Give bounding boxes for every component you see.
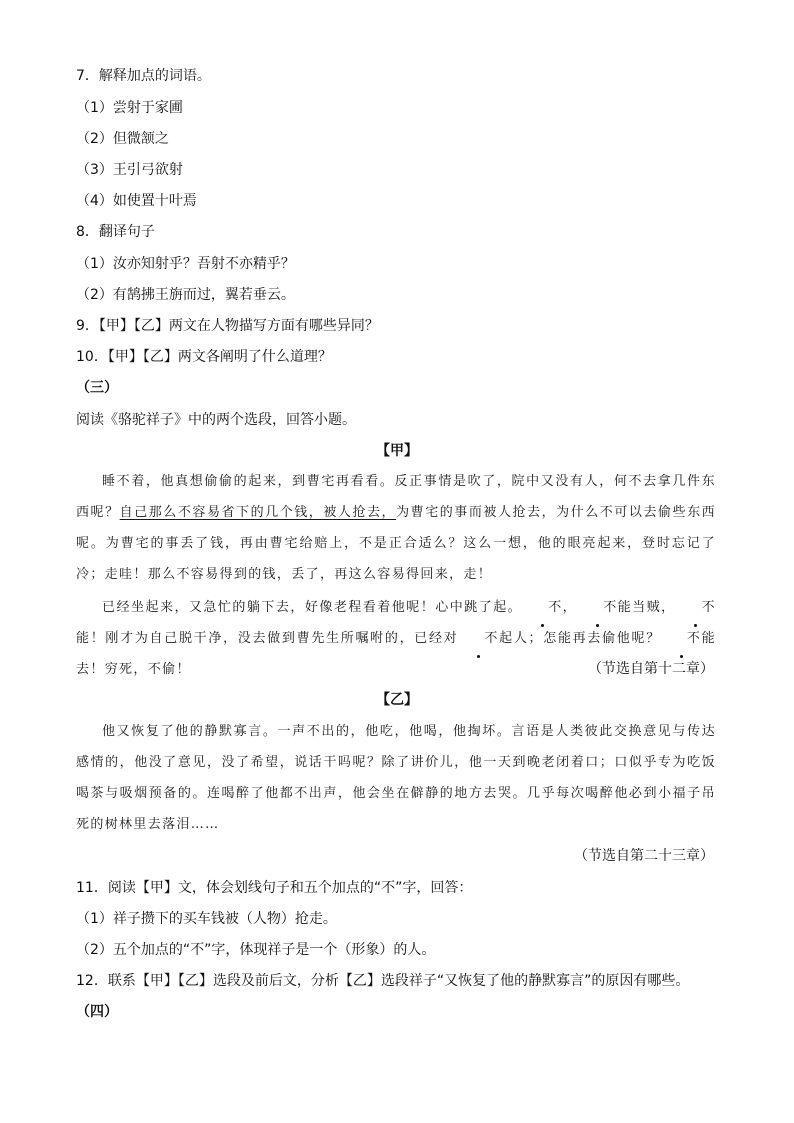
dotted-character-bu-1: 不 — [522, 592, 562, 623]
passage-jia-text-1: 睡不着，他真想偷偷的起来，到曹宅再看看。反正事情是吹了，院中又没有人，何不去拿几件东西呢？ — [76, 474, 716, 520]
passage-jia-text-3: 已经坐起来，又急忙的躺下去，好像老程看着他呢！心中跳了起。 — [102, 600, 523, 615]
underlined-sentence: 自己那么不容易省下的几个钱，被人抢去， — [119, 505, 397, 520]
passage-jia-text-2: 为曹宅的事而被人抢去，为什么不可以去偷些东西呢。为曹宅的事丢了钱，再由曹宅给赔上，不是正合适么？这么一想，他的眼亮起来，登时忘记了冷；走哇！那么不容易得到的钱，丢了，再这么容易得回来，走！ — [76, 505, 716, 582]
dotted-character-bu-4: 不 — [458, 623, 498, 654]
question-7-item-2: （2）但微颔之 — [76, 131, 169, 147]
question-11-item-2: （2）五个加点的“不”字，体现祥子是一个（形象）的人。 — [76, 942, 436, 958]
section-3-instruction: 阅读《骆驼祥子》中的两个选段，回答小题。 — [76, 412, 356, 428]
question-7-item-4: （4）如使置十叶焉 — [76, 193, 197, 209]
dotted-character-bu-2: 不 — [577, 592, 617, 623]
question-8-item-2: （2）有鹄拂王旃而过，翼若垂云。 — [76, 287, 295, 303]
passage-jia-text-8: 能去！穷死，不偷！ — [76, 631, 716, 677]
question-7-item-1: （1）尝射于家圃 — [76, 100, 183, 116]
question-7-title: 7．解释加点的词语。 — [76, 68, 211, 84]
section-4-heading: （四） — [76, 1004, 118, 1020]
question-8-title: 8．翻译句子 — [76, 224, 155, 240]
question-12: 12．联系【甲】【乙】选段及前后文，分析【乙】选段祥子“又恢复了他的静默寡言”的原因有哪些。 — [76, 973, 690, 989]
passage-jia-text-6: 能！刚才为自己脱干净，没去做到曹先生所嘱咐的，已经对 — [76, 631, 459, 646]
passage-yi-label: 【乙】 — [376, 692, 418, 708]
dotted-character-bu-5: 不 — [661, 623, 701, 654]
question-11-item-1: （1）祥子攒下的买车钱被（人物）抢走。 — [76, 911, 337, 927]
passage-jia-label: 【甲】 — [376, 443, 418, 459]
question-7-item-3: （3）王引弓欲射 — [76, 162, 183, 178]
question-10: 10．【甲】【乙】两文各阐明了什么道理？ — [76, 349, 332, 365]
section-3-heading: （三） — [76, 380, 118, 396]
passage-jia-text-5: 能当贼， — [617, 600, 676, 615]
passage-jia-source: （节选自第十二章） — [588, 661, 714, 677]
passage-jia-paragraph-1 — [76, 466, 716, 590]
question-9: 9．【甲】【乙】两文在人物描写方面有哪些异同？ — [76, 318, 379, 334]
dotted-character-bu-3: 不 — [676, 592, 716, 623]
passage-jia-text-4: ， — [562, 600, 578, 615]
passage-yi-source: （节选自第二十三章） — [574, 848, 714, 864]
passage-jia-text-7: 起人；怎能再去偷他呢？ — [498, 631, 661, 646]
passage-yi-paragraph: 他又恢复了他的静默寡言。一声不出的，他吃，他喝，他掏坏。言语是人类彼此交换意见与传达感情的，他没了意见，没了希望，说话干吗呢？除了讲价儿，他一天到晚老闭着口；口似乎专为吃饭喝茶与吸烟预备的。连喝醉了他都不出声，他会坐在僻静的地方去哭。几乎每次喝醉他必到小福子吊死的树林里去落泪…… — [76, 724, 716, 832]
question-11-title: 11．阅读【甲】文，体会划线句子和五个加点的“不”字，回答： — [76, 880, 473, 896]
question-8-item-1: （1）汝亦知射乎？吾射不亦精乎？ — [76, 256, 295, 272]
